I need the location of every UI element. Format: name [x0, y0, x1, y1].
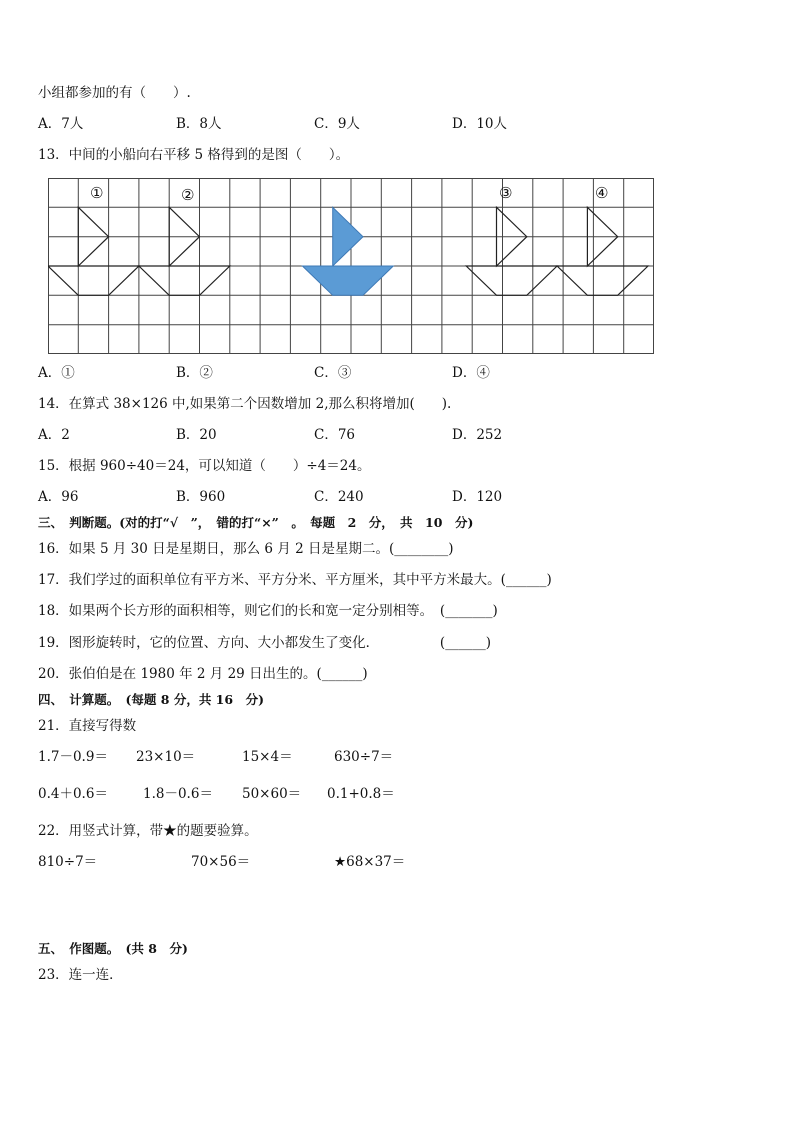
section4-heading: 四、 计算题。 (每题 8 分，共 16 分): [38, 692, 264, 707]
q14-option-d[interactable]: D．252: [452, 427, 503, 443]
boat-4: [557, 207, 648, 295]
q21-item: 0.4＋0.6＝: [38, 786, 108, 802]
q21-item: 1.7－0.9＝: [38, 749, 108, 765]
q12-option-b[interactable]: B．8人: [176, 116, 222, 132]
q21-item: 50×60＝: [242, 786, 302, 802]
q21-item: 23×10＝: [136, 749, 196, 765]
figure-label-3: ③: [499, 184, 513, 202]
q23-title: 23．连一连．: [38, 967, 123, 983]
q12-option-c[interactable]: C．9人: [314, 116, 360, 132]
boat-grid-figure: [48, 178, 654, 354]
q13-option-d[interactable]: D．④: [452, 365, 490, 381]
q14-option-b[interactable]: B．20: [176, 427, 217, 443]
q16-statement: 16．如果 5 月 30 日是星期日，那么 6 月 2 日是星期二。(________): [38, 541, 454, 557]
q17-statement: 17．我们学过的面积单位有平方米、平方分米、平方厘米，其中平方米最大。(______): [38, 572, 552, 588]
section5-heading: 五、 作图题。 (共 8 分): [38, 941, 188, 956]
figure-label-4: ④: [595, 184, 609, 202]
q13-option-a[interactable]: A．①: [38, 365, 75, 381]
q15-option-b[interactable]: B．960: [176, 489, 226, 505]
q14-option-a[interactable]: A．2: [38, 427, 70, 443]
q19-statement: 19．图形旋转时，它的位置、方向、大小都发生了变化． (______): [38, 635, 491, 651]
boat-1: [48, 207, 139, 295]
q22-item: 70×56＝: [191, 854, 251, 870]
q22-title: 22．用竖式计算，带★的题要验算。: [38, 823, 258, 839]
q15-question: 15．根据 960÷40＝24，可以知道（ ）÷4＝24。: [38, 458, 371, 474]
q13-option-c[interactable]: C．③: [314, 365, 352, 381]
q12-option-d[interactable]: D．10人: [452, 116, 508, 132]
figure-label-2: ②: [181, 186, 195, 204]
boat-3: [466, 207, 557, 295]
q21-item: 1.8－0.6＝: [143, 786, 213, 802]
section3-heading: 三、 判断题。(对的打“√ ”， 错的打“×” 。 每题 2 分， 共 10 分): [38, 515, 474, 530]
q22-item: ★68×37＝: [334, 854, 406, 870]
q22-item: 810÷7＝: [38, 854, 98, 870]
q15-option-a[interactable]: A．96: [38, 489, 79, 505]
q12-option-a[interactable]: A．7人: [38, 116, 84, 132]
q21-title: 21．直接写得数: [38, 718, 137, 734]
q14-option-c[interactable]: C．76: [314, 427, 356, 443]
q21-item: 0.1+0.8＝: [327, 786, 395, 802]
q13-option-b[interactable]: B．②: [176, 365, 213, 381]
q14-question: 14．在算式 38×126 中,如果第二个因数增加 2,那么积将增加( ).: [38, 396, 452, 412]
figure-label-1: ①: [90, 184, 104, 202]
q21-item: 630÷7＝: [334, 749, 394, 765]
q18-statement: 18．如果两个长方形的面积相等，则它们的长和宽一定分别相等。 (_______): [38, 603, 498, 619]
q15-option-c[interactable]: C．240: [314, 489, 364, 505]
q12-question-tail: 小组都参加的有（ ）.: [38, 85, 191, 101]
center-boat: [302, 207, 393, 295]
q15-option-d[interactable]: D．120: [452, 489, 503, 505]
q20-statement: 20．张伯伯是在 1980 年 2 月 29 日出生的。(______): [38, 666, 368, 682]
q21-item: 15×4＝: [242, 749, 293, 765]
boat-2: [139, 207, 230, 295]
q13-question: 13．中间的小船向右平移 5 格得到的是图（ ）。: [38, 147, 350, 163]
